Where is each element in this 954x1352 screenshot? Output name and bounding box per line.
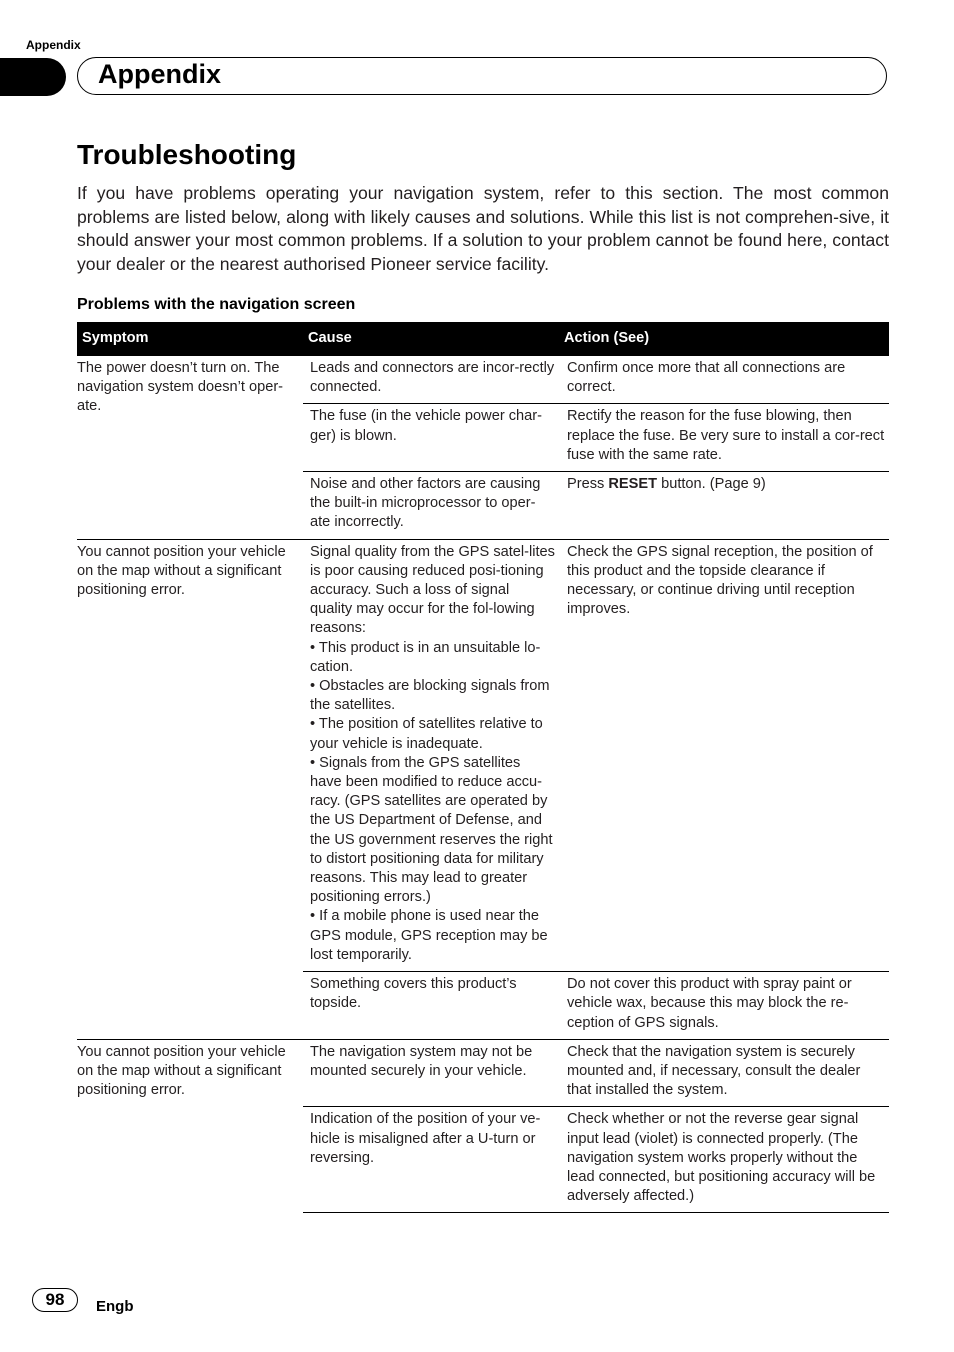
intro-paragraph: If you have problems operating your navigation system, refer to this section. The most common problems are listed below, along with likely causes and solutions. While this list is not comprehen-sive, it should answer your most common problems. If a solution to your problem cannot be found here, contact your dealer or the nearest authorised Pioneer service facility. [77, 183, 889, 275]
cause-cell: Indication of the position of your ve-hicle is misaligned after a U-turn or reversing. [303, 1107, 559, 1213]
section-header-bar [77, 57, 887, 95]
action-cell: Check whether or not the reverse gear signal input lead (violet) is connected properly. (The navigation system works properly without the lead connected, but positioning accuracy will be adversely affected.) [559, 1107, 889, 1213]
column-header-cause: Cause [303, 322, 559, 356]
cause-text: Signal quality from the GPS satel-lites is poor causing reduced posi-tioning accuracy. Such a loss of signal quality may occur for the fol-lowing reasons: [310, 543, 555, 637]
cause-bullet: • The position of satellites relative to your vehicle is inadequate. [310, 716, 543, 752]
cause-cell: The fuse (in the vehicle power char-ger) is blown. [303, 404, 559, 472]
table-heading: Problems with the navigation screen [77, 296, 356, 313]
table-row [77, 1039, 889, 1107]
action-cell: Rectify the reason for the fuse blowing, then replace the fuse. Be very sure to install a cor-rect fuse with the same rate. [559, 404, 889, 472]
cause-bullet: • If a mobile phone is used near the GPS module, GPS reception may be lost temporarily. [310, 908, 548, 963]
cause-cell: The navigation system may not be mounted securely in your vehicle. [303, 1039, 559, 1107]
symptom-cell: The power doesn’t turn on. The navigation system doesn’t oper-ate. [77, 360, 284, 415]
language-code: Engb [96, 1298, 134, 1315]
section-tab-marker [0, 58, 66, 96]
cause-bullet: • Obstacles are blocking signals from the satellites. [310, 678, 550, 714]
symptom-cell: You cannot position your vehicle on the map without a significant positioning error. [77, 539, 303, 1039]
action-cell: Confirm once more that all connections are correct. [567, 360, 846, 396]
troubleshooting-table [77, 322, 889, 1213]
cause-cell: Leads and connectors are incor-rectly connected. [310, 360, 555, 396]
table-header-row [77, 322, 889, 356]
action-cell: Do not cover this product with spray paint or vehicle wax, because this may block the re-ception of GPS signals. [559, 972, 889, 1040]
running-head: Appendix [26, 38, 81, 52]
column-header-action: Action (See) [559, 322, 889, 356]
cause-cell [303, 539, 559, 971]
page-title: Troubleshooting [77, 139, 297, 170]
table-row [77, 539, 889, 971]
cause-cell: Something covers this product’s topside. [303, 972, 559, 1040]
action-cell: Check the GPS signal reception, the position of this product and the topside clearance if necessary, or continue driving until reception improves. [559, 539, 889, 971]
action-cell [559, 472, 889, 540]
reset-button-label: RESET [608, 476, 658, 493]
table-row [77, 356, 889, 404]
section-title: Appendix [98, 59, 222, 89]
cause-cell: Noise and other factors are causing the built-in microprocessor to oper-ate incorrectly. [303, 472, 559, 540]
symptom-cell: You cannot position your vehicle on the map without a significant positioning error. [77, 1039, 303, 1213]
action-cell: Check that the navigation system is securely mounted and, if necessary, consult the dealer that installed the system. [559, 1039, 889, 1107]
cause-bullet: • This product is in an unsuitable lo-cation. [310, 639, 541, 675]
action-text: Press [567, 476, 605, 493]
column-header-symptom: Symptom [77, 322, 303, 356]
page-number: 98 [32, 1288, 78, 1312]
action-text: button. (Page 9) [661, 476, 766, 493]
cause-bullet: • Signals from the GPS satellites have been modified to reduce accu-racy. (GPS satellites are operated by the US Department of Defense, and the US government reserves the right to distort positioning data for military reasons. This may lead to greater positioning errors.) [310, 754, 553, 906]
